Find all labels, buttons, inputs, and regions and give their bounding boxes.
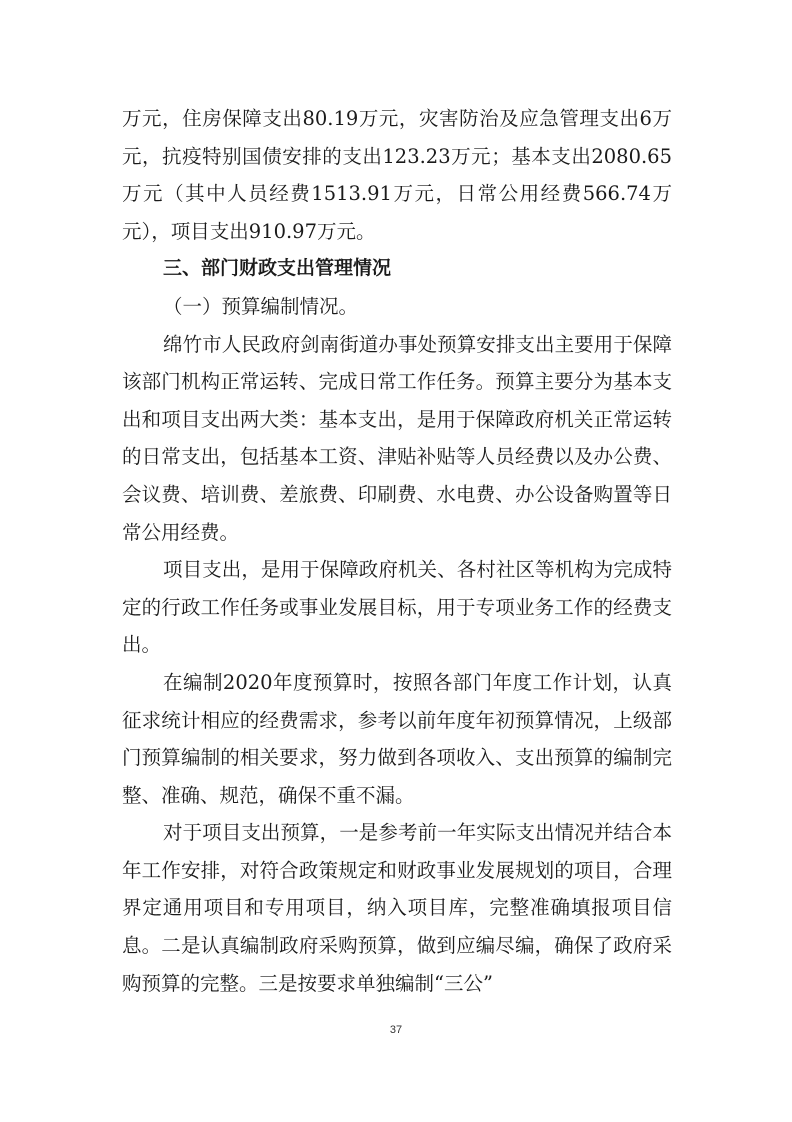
page-number: 37 [389, 1024, 403, 1036]
document-body [122, 100, 672, 1002]
paragraph-budget-categories: 绵竹市人民政府剑南街道办事处预算安排支出主要用于保障该部门机构正常运转、完成日常工作任务。预算主要分为基本支出和项目支出两大类：基本支出，是用于保障政府机关正常运转的日常支出，包括基本工资、津贴补贴等人员经费以及办公费、会议费、培训费、差旅费、印刷费、水电费、办公设备购置等日常公用经费。 [122, 332, 672, 544]
subsection-heading: （一）预算编制情况。 [163, 294, 359, 318]
paragraph-budget-summary: 万元，住房保障支出80.19万元，灾害防治及应急管理支出6万元，抗疫特别国债安排的支出123.23万元；基本支出2080.65万元（其中人员经费1513.91万元，日常公用经费566.74万元），项目支出910.97万元。 [122, 107, 672, 243]
paragraph-project-budget: 对于项目支出预算，一是参考前一年实际支出情况并结合本年工作安排，对符合政策规定和财政事业发展规划的项目，合理界定通用项目和专用项目，纳入项目库，完整准确填报项目信息。二是认真编制政府采购预算，做到应编尽编，确保了政府采购预算的完整。三是按要求单独编制“三公” [122, 821, 672, 995]
paragraph-project-expenditure: 项目支出，是用于保障政府机关、各村社区等机构为完成特定的行政工作任务或事业发展目标，用于专项业务工作的经费支出。 [122, 558, 672, 657]
paragraph-budget-preparation: 在编制2020年度预算时，按照各部门年度工作计划，认真征求统计相应的经费需求，参考以前年度年初预算情况，上级部门预算编制的相关要求，努力做到各项收入、支出预算的编制完整、准确、规范，确保不重不漏。 [122, 670, 672, 807]
section-heading: 三、部门财政支出管理情况 [163, 257, 392, 280]
